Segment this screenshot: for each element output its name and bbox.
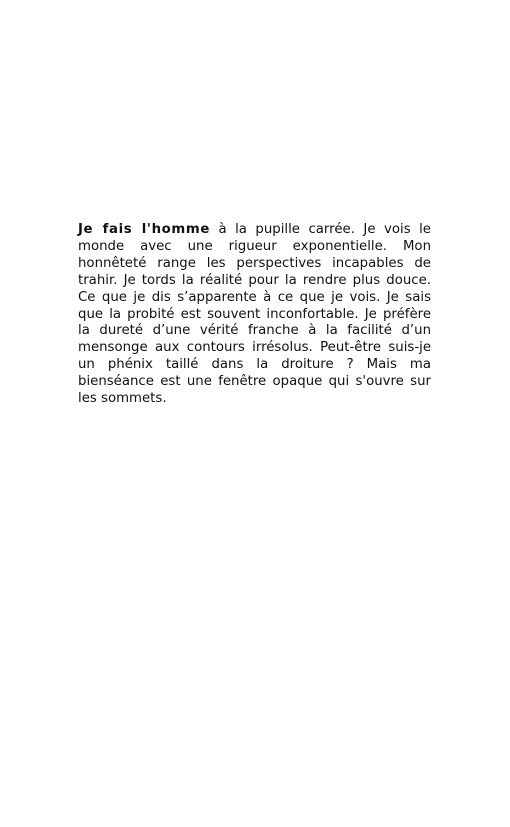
paragraph-lead: Je fais l'homme (78, 222, 210, 237)
paragraph (78, 222, 431, 408)
paragraph-body: à la pupille carrée. Je vois le monde avec une rigueur exponentielle. Mon honnêteté range les perspectives incapables de trahir. Je tords la réalité pour la rendre plus douce. Ce que je dis s’apparente à ce que je vois. Je sais que la probité est souvent inconfortable. Je préfère la dureté d’une vérité franche à la facilité d’un mensonge aux contours irrésolus. Peut-être suis-je un phénix taillé dans la droiture ? Mais ma bienséance est une fenêtre opaque qui s'ouvre sur les sommets. (78, 222, 431, 407)
